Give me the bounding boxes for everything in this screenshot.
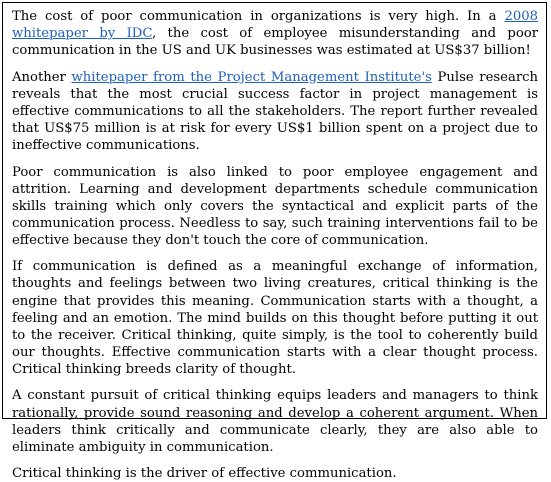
paragraph-2-text-start: Another bbox=[12, 69, 72, 85]
paragraph-cost-of-poor-communication bbox=[12, 8, 538, 59]
paragraph-leaders-and-managers: A constant pursuit of critical thinking equips leaders and managers to think rationally, provide sound reasoning and develop a coherent argument. When leaders think critically and communicate clearly, they are also able to eliminate ambiguity in communication. bbox=[12, 388, 538, 455]
paragraph-conclusion: Critical thinking is the driver of effective communication. bbox=[12, 466, 397, 482]
pmi-whitepaper-link[interactable]: whitepaper from the Project Management Institute's bbox=[71, 69, 432, 85]
article-frame bbox=[2, 2, 547, 482]
paragraph-1-text-start: The cost of poor communication in organizations is very high. In a bbox=[12, 9, 505, 24]
paragraph-critical-thinking-engine: If communication is defined as a meaningful exchange of information, thoughts and feelings between two living creatures, critical thinking is the engine that provides this meaning. Communication starts with a thought, a feeling and an emotion. The mind builds on this thought before putting it out to the receiver. Critical thinking, quite simply, is the tool to coherently build our thoughts. Effective communication starts with a clear thought process. Critical thinking breeds clarity of thought. bbox=[12, 259, 538, 377]
paragraph-2-text-end: Pulse research reveals that the most crucial success factor in project management is effective communications to all the stakeholders. The report further revealed that US$75 million is at risk for every US$1 billion spent on a project due to ineffective communications. bbox=[12, 69, 539, 154]
paragraph-1-text-end: , the cost of employee misunderstanding and poor communication in the US and UK businesses was estimated at US$37 billion! bbox=[12, 26, 539, 59]
idc-whitepaper-link[interactable]: 2008 whitepaper by IDC bbox=[12, 9, 538, 42]
paragraph-employee-engagement: Poor communication is also linked to poor employee engagement and attrition. Learning and development departments schedule communication skills training which only covers the syntactical and explicit parts of the communication process. Needless to say, such training interventions fail to be effective because they don't touch the core of communication. bbox=[12, 164, 538, 248]
paragraph-pmi-research bbox=[12, 69, 538, 154]
